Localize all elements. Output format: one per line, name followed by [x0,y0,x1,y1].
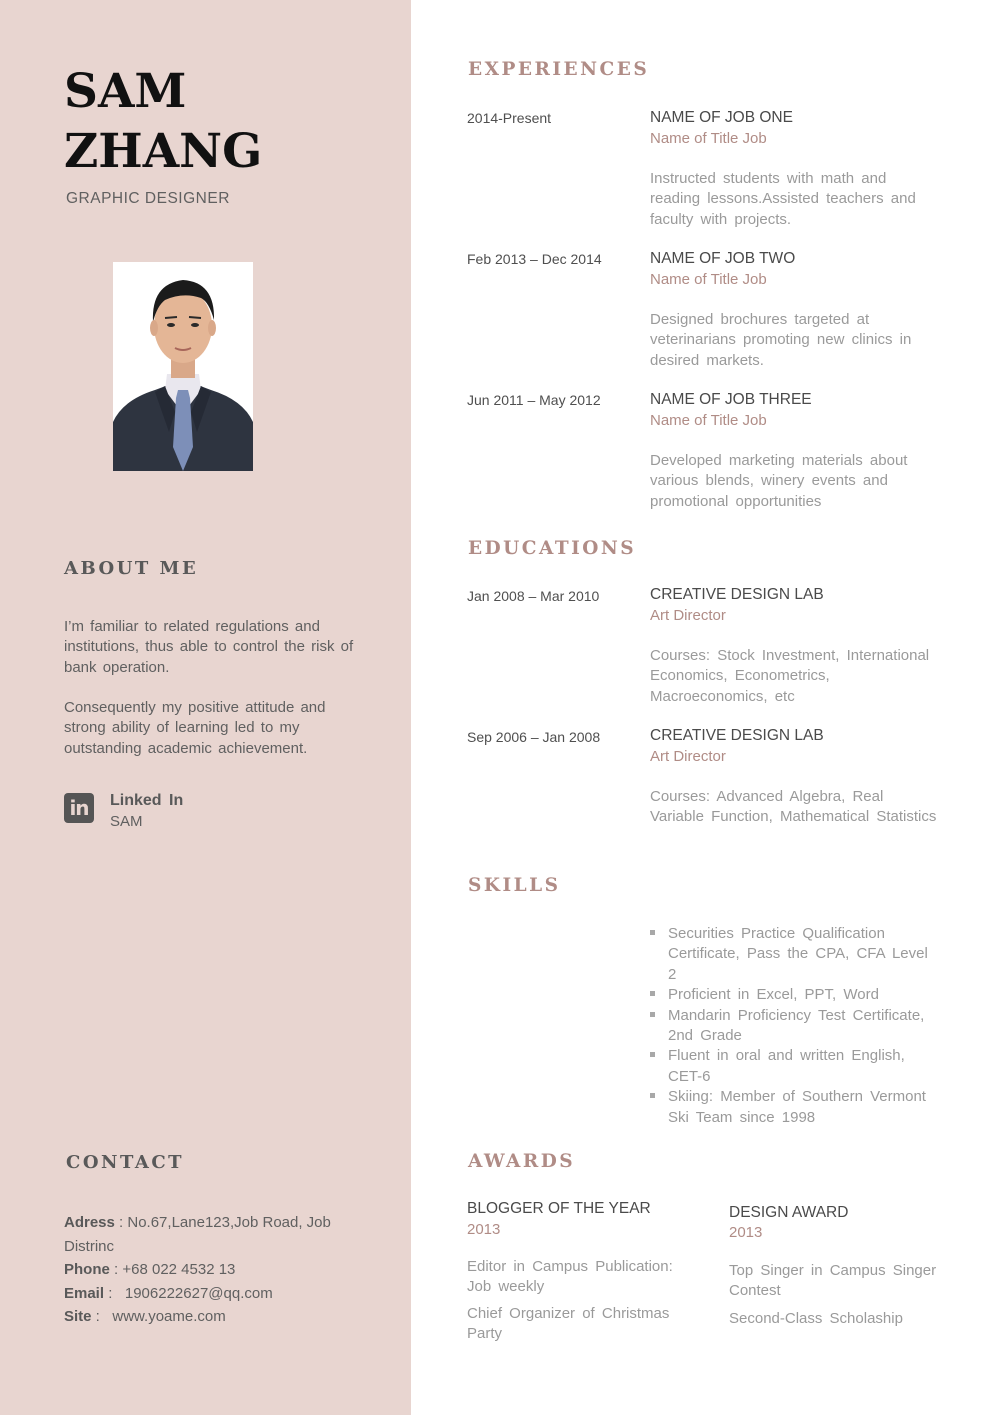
bullet-icon [650,1012,655,1017]
skill-item: Fluent in oral and written English, CET-6 [650,1046,940,1087]
skill-item: Securities Practice Qualification Certificate, Pass the CPA, CFA Level 2 [650,924,940,985]
contact-heading: CONTACT [66,1152,185,1173]
experience-date: Jun 2011 – May 2012 [467,392,601,408]
experience-description: Instructed students with math and reading lessons.Assisted teachers and faculty with projects. [650,170,916,228]
email-label: Email [64,1285,105,1302]
skill-item: Proficient in Excel, PPT, Word [650,985,940,1005]
profile-photo [113,262,253,471]
experience-subtitle: Name of Title Job [650,130,767,147]
phone-label: Phone [64,1261,110,1278]
linkedin-label: Linked In [110,792,184,809]
address-label: Adress [64,1214,115,1231]
experience-title: NAME OF JOB THREE [650,391,812,408]
experience-description: Developed marketing materials about various blends, winery events and promotional opportunities [650,452,908,510]
experience-subtitle: Name of Title Job [650,271,767,288]
name-last: ZHANG [64,124,263,179]
name-first: SAM [64,64,187,119]
experience-date: Feb 2013 – Dec 2014 [467,251,602,267]
site-value[interactable]: www.yoame.com [112,1308,226,1325]
portrait-image [113,262,253,471]
award-title: DESIGN AWARD [729,1204,849,1221]
awards-heading: AWARDS [468,1151,576,1172]
contact-address: Adress : No.67,Lane123,Job Road, Job [64,1214,331,1231]
education-subtitle: Art Director [650,748,726,765]
award-year: 2013 [467,1221,501,1238]
experience-title: NAME OF JOB ONE [650,109,793,126]
address-line-1: No.67,Lane123,Job Road, Job [127,1214,331,1231]
education-description: Courses: Stock Investment, International Economics, Econometrics, Macroeconomics, etc [650,647,930,705]
sidebar [0,0,411,1415]
job-role: GRAPHIC DESIGNER [66,190,230,207]
award-title: BLOGGER OF THE YEAR [467,1200,651,1217]
educations-heading: EDUCATIONS [468,538,637,559]
contact-email: Email : 1906222627@qq.com [64,1285,273,1302]
linkedin-icon[interactable]: in [64,793,94,823]
experience-description: Designed brochures targeted at veterinarians promoting new clinics in desired markets. [650,311,912,369]
education-description: Courses: Advanced Algebra, Real Variable Function, Mathematical Statistics [650,788,937,826]
award-description: Chief Organizer of Christmas Party [467,1305,670,1343]
about-heading: ABOUT ME [64,558,199,579]
bullet-icon [650,1093,655,1098]
education-subtitle: Art Director [650,607,726,624]
site-label: Site [64,1308,92,1325]
contact-phone: Phone : +68 022 4532 13 [64,1261,236,1278]
education-title: CREATIVE DESIGN LAB [650,586,824,603]
address-line-2: Distrinc [64,1238,115,1255]
email-value[interactable]: 1906222627@qq.com [124,1285,273,1302]
award-year: 2013 [729,1224,763,1241]
award-description: Editor in Campus Publication: Job weekly [467,1258,673,1296]
skills-list [650,924,940,1128]
about-paragraph-1: I’m familiar to related regulations and institutions, thus able to control the risk of bank operation. [64,618,354,676]
contact-site: Site : www.yoame.com [64,1308,226,1325]
award-description: Second-Class Scholaship [729,1310,903,1327]
skill-item: Skiing: Member of Southern Vermont Ski Team since 1998 [650,1087,940,1128]
phone-value: +68 022 4532 13 [122,1261,236,1278]
bullet-icon [650,991,655,996]
experience-subtitle: Name of Title Job [650,412,767,429]
experience-title: NAME OF JOB TWO [650,250,796,267]
experience-date: 2014-Present [467,110,552,126]
about-paragraph-2: Consequently my positive attitude and strong ability of learning led to my outstanding academic achievement. [64,699,326,757]
experiences-heading: EXPERIENCES [468,59,650,80]
bullet-icon [650,1052,655,1057]
skills-heading: SKILLS [468,875,561,896]
skill-item: Mandarin Proficiency Test Certificate, 2nd Grade [650,1006,940,1047]
education-date: Sep 2006 – Jan 2008 [467,729,601,745]
award-description: Top Singer in Campus Singer Contest [729,1262,937,1300]
linkedin-value: SAM [110,813,143,830]
education-date: Jan 2008 – Mar 2010 [467,588,600,604]
education-title: CREATIVE DESIGN LAB [650,727,824,744]
bullet-icon [650,930,655,935]
